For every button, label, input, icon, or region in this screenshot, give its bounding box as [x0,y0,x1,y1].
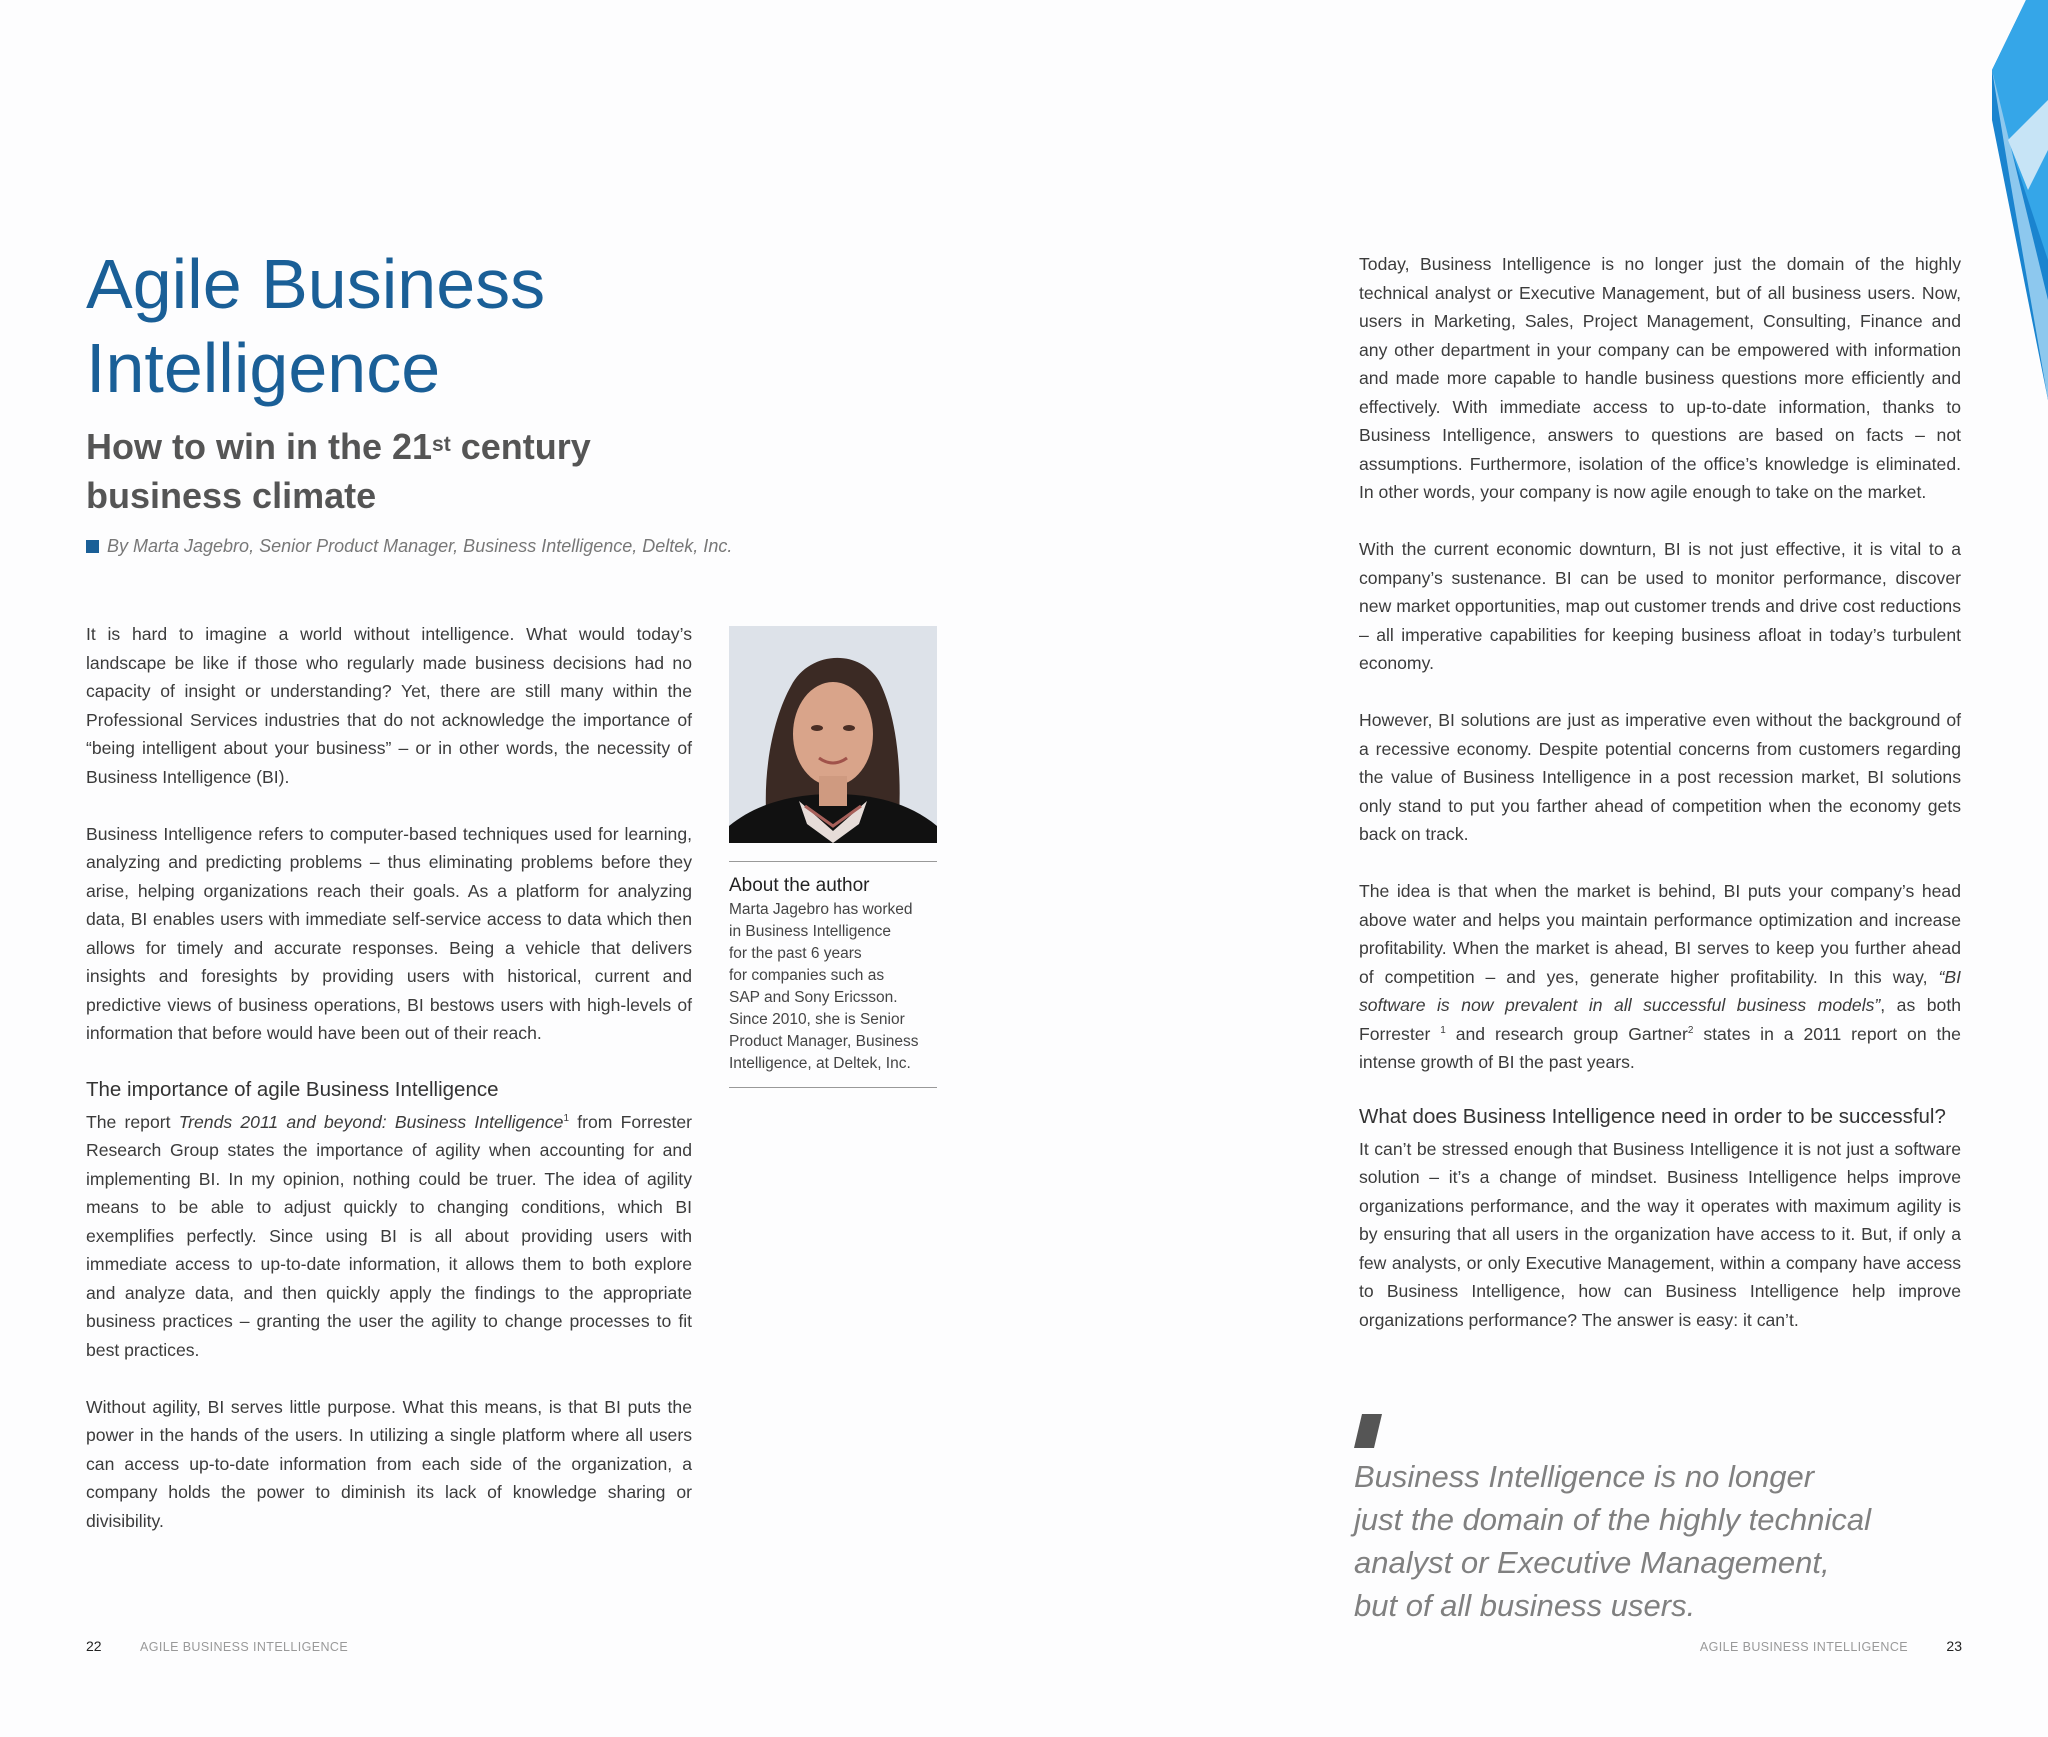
quoted-text: “BI software is now prevalent in all successful business models” [1359,966,1961,1015]
left-column [86,620,692,1564]
text-run: from Forrester Research Group states the importance of agility when accounting for and implementing BI. In my opinion, nothing could be truer. The idea of agility means to be able to adjust quickly to changing conditions, which BI exemplifies perfectly. Since using BI is all about providing users with immediate access to up-to-date information, it allows them to both explore and analyze data, and then quickly apply the findings to the appropriate business practices – granting the user the agility to change processes to fit best practices. [86,1111,692,1360]
section-heading: What does Business Intelligence need in order to be successful? [1359,1105,1946,1128]
page-number-right: 23 [1946,1638,1962,1654]
text-run: and research group Gartner [1445,1023,1688,1044]
subtitle-line-2: business climate [86,475,377,516]
title-line-2: Intelligence [86,329,441,407]
footnote-ref: 1 [1440,1024,1446,1036]
footnote-ref: 2 [1687,1024,1694,1036]
author-bio-line: in Business Intelligence [729,923,891,940]
author-bio-line: for companies such as [729,967,885,984]
report-title: Trends 2011 and beyond: Business Intelligence [178,1111,564,1132]
paragraph [1359,877,1961,1077]
subtitle-superscript: st [432,433,451,456]
text-run: states in a 2011 report on the intense growth of BI the past years. [1359,1023,1961,1072]
author-bio-line: Since 2010, she is Senior [729,1011,905,1028]
paragraph: Today, Business Intelligence is no longer just the domain of the highly technical analyst or Executive Management, but of all business users. Now, users in Marketing, Sales, Project Management, Consulting, Finance and any other department in your company can be empowered with information and made more capable to handle business questions more efficiently and effectively. With immediate access to up-to-date information, thanks to Business Intelligence, answers to questions are based on facts – not assumptions. Furthermore, isolation of the office’s knowledge is eliminated. In other words, your company is now agile enough to take on the market. [1359,254,1961,502]
paragraph: Business Intelligence refers to computer-based techniques used for learning, analyzing and predicting problems – thus eliminating problems before they arise, helping organizations reach their goals. As a platform for analyzing data, BI enables users with immediate self-service access to data which then allows for timely and accurate responses. Being a vehicle that delivers insights and foresights by providing users with historical, current and predictive views of business operations, BI bestows users with high-levels of information that before would have been out of their reach. [86,823,692,1043]
section-heading: The importance of agile Business Intelligence [86,1078,499,1101]
quote-mark-icon [1354,1414,1382,1448]
title-line-1: Agile Business [86,245,546,323]
author-bio-line: Marta Jagebro has worked [729,901,913,918]
corner-decoration [1968,0,2048,400]
square-bullet-icon [86,540,99,553]
right-column [1359,250,1961,1363]
running-header-left: AGILE BUSINESS INTELLIGENCE [140,1640,349,1654]
pull-quote-line [1354,1412,1914,1498]
paragraph [86,1108,692,1365]
pull-quote [1354,1412,1914,1627]
paragraph: It is hard to imagine a world without intelligence. What would today’s landscape be like if those who regularly made business decisions had no capacity of insight or understanding? Yet, there are still many within the Professional Services industries that do not acknowledge the importance of “being intelligent about your business” – or in other words, the necessity of Business Intelligence (BI). [86,624,692,787]
author-photo [729,626,937,843]
author-bio-line: Product Manager, Business [729,1033,919,1050]
pull-quote-text: Business Intelligence is no longer [1354,1459,1815,1494]
article-subtitle [86,422,786,520]
subtitle-text: How to win in the 21 [86,426,433,467]
text-run: The idea is that when the market is behind, BI puts your company’s head above water and helps you maintain performance optimization and increase profitability. When the market is ahead, BI serves to keep you further ahead of competition – and yes, generate higher profitability. In this way, [1359,881,1961,987]
paragraph: Without agility, BI serves little purpose. What this means, is that BI puts the power in the hands of the users. In utilizing a single platform where all users can access up-to-date information from each side of the organization, a company holds the power to diminish its lack of knowledge sharing or divisibility. [86,1396,692,1531]
author-bio-line: SAP and Sony Ericsson. [729,989,898,1006]
author-heading: About the author [729,875,870,896]
byline [86,536,732,557]
author-bio-line: for the past 6 years [729,945,862,962]
paragraph: With the current economic downturn, BI is not just effective, it is vital to a company’s sustenance. BI can be used to monitor performance, discover new market opportunities, map out customer trends and drive cost reductions – all imperative capabilities for keeping business afloat in today’s turbulent economy. [1359,539,1961,673]
author-bio-line: Intelligence, at Deltek, Inc. [729,1055,911,1072]
paragraph: It can’t be stressed enough that Business Intelligence it is not just a software solution – it’s a change of mindset. Business Intelligence helps improve organizations performance, and the way it operates with maximum agility is by ensuring that all users in the organization have access to it. But, if only a few analysts, or only Executive Management, within a company have access to Business Intelligence, how can Business Intelligence help improve organizations performance? The answer is easy: it can’t. [1359,1138,1961,1330]
article-title [86,242,786,410]
subtitle-text-end: century [450,426,591,467]
footnote-ref: 1 [563,1112,570,1124]
running-header-right: AGILE BUSINESS INTELLIGENCE [1699,1640,1908,1654]
paragraph: However, BI solutions are just as imperative even without the background of a recessive economy. Despite potential concerns from customers regarding the value of Business Intelligence in a post recession market, BI solutions only stand to put you farther ahead of competition when the economy gets back on track. [1359,710,1961,844]
text-run: , as both Forrester [1359,995,1961,1044]
pull-quote-line: analyst or Executive Management, [1354,1545,1830,1580]
byline-text: By Marta Jagebro, Senior Product Manager, Business Intelligence, Deltek, Inc. [107,536,733,556]
text-run: The report [86,1111,179,1132]
page-number-left: 22 [86,1638,102,1654]
pull-quote-line: but of all business users. [1354,1588,1696,1623]
author-box [729,861,937,1088]
pull-quote-line: just the domain of the highly technical [1354,1502,1871,1537]
